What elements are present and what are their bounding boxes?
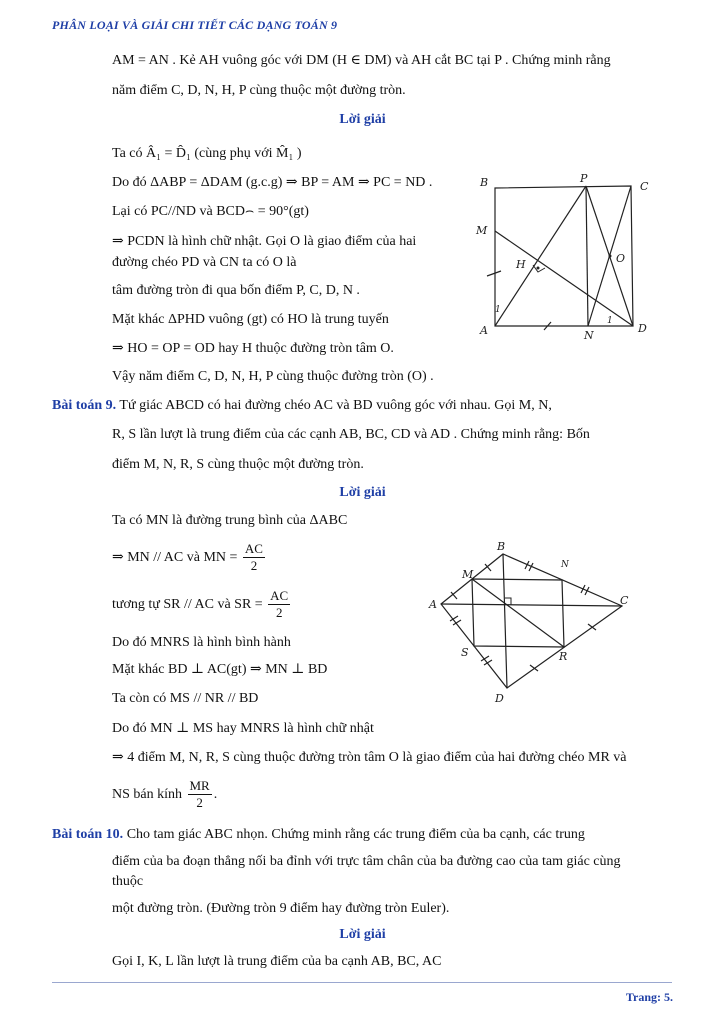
label-d: D: [638, 322, 647, 335]
solution9-line2: [112, 540, 267, 576]
problem10-line4: một đường tròn. (Đường tròn 9 điểm hay đường tròn Euler).: [112, 901, 450, 916]
segment-pn: [586, 186, 588, 326]
page-header-title: PHÂN LOẠI VÀ GIẢI CHI TIẾT CÁC DẠNG TOÁN 9: [52, 18, 338, 32]
solution8-line6: tâm đường tròn đi qua bốn điểm P, C, D, N .: [112, 283, 360, 298]
square-outline: [495, 186, 633, 326]
solution-heading-8: Lời giải: [339, 112, 386, 127]
fraction-mr-over-2: [188, 778, 212, 811]
solution8-line2: Do đó ΔABP = ΔDAM (g.c.g) ⇒ BP = AM ⇒ PC = ND .: [112, 175, 433, 190]
label-b: B: [497, 540, 506, 553]
solution9-line1: Ta có MN là đường trung bình của ΔABC: [112, 513, 348, 528]
point-h: [537, 267, 540, 270]
problem10-line2: điểm của ba đoạn thẳng nối ba đỉnh với trực tâm chân của ba đường cao của tam giác cùng: [112, 854, 621, 869]
fraction-ac-over-2: [243, 541, 265, 574]
problem9-line1: [52, 397, 552, 415]
label-m: M: [462, 568, 474, 581]
label-n: N: [561, 560, 569, 570]
solution9-line3-text: tương tự SR // AC và SR =: [112, 597, 263, 612]
problem10-text: Cho tam giác ABC nhọn. Chứng minh rằng các trung điểm của ba cạnh, các trung: [123, 827, 585, 842]
fraction-denominator: 2: [250, 558, 258, 574]
solution8-line9: Vậy năm điểm C, D, N, H, P cùng thuộc đường tròn (O) .: [112, 369, 434, 384]
label-angle-d1: 1: [607, 316, 613, 326]
label-c: C: [640, 180, 649, 193]
solution10-line1: Gọi I, K, L lần lượt là trung điểm của ba cạnh AB, BC, AC: [112, 954, 442, 969]
solution9-line3: [112, 587, 292, 623]
label-angle-a1: 1: [495, 305, 501, 315]
fraction-denominator: 2: [196, 795, 203, 811]
solution9-line8: ⇒ 4 điểm M, N, R, S cùng thuộc đường tròn tâm O là giao điểm của hai đường chéo MR và: [112, 750, 627, 765]
label-r: R: [559, 650, 568, 663]
label-p: P: [580, 172, 588, 185]
label-n: N: [584, 329, 594, 342]
fraction-numerator: AC: [270, 588, 289, 604]
solution-heading-9: Lời giải: [339, 485, 386, 500]
point-o: [609, 255, 612, 258]
page-number: Trang: 5.: [625, 990, 673, 1004]
problem9-title: Bài toán 9.: [52, 398, 117, 413]
problem9-line2: R, S lần lượt là trung điểm của các cạnh AB, BC, CD và AD . Chứng minh rằng: Bốn: [112, 427, 590, 442]
problem10-title: Bài toán 10.: [52, 827, 124, 842]
segment-ap: [495, 186, 586, 326]
problem8-line1: AM = AN . Kẻ AH vuông góc với DM (H ∈ DM) và AH cắt BC tại P . Chứng minh rằng: [112, 53, 611, 68]
solution8-line5: đường chéo PD và CN ta có O là: [112, 255, 297, 270]
problem9-line3: điểm M, N, R, S cùng thuộc một đường tròn.: [112, 457, 364, 472]
solution8-line7: Mặt khác ΔPHD vuông (gt) có HO là trung tuyến: [112, 312, 389, 327]
solution8-line3: Lại có PC//ND và BCD⌢ = 90°(gt): [112, 204, 309, 219]
footer-divider: [52, 982, 672, 983]
label-m: M: [476, 224, 488, 237]
solution9-line9-text: NS bán kính: [112, 787, 182, 802]
diagonal-bd: [503, 554, 507, 688]
label-o: O: [616, 252, 626, 265]
solution9-line9-end: .: [213, 787, 218, 802]
fraction-numerator: MR: [189, 778, 210, 794]
fraction-denominator: 2: [275, 605, 283, 621]
solution9-line6: Ta còn có MS // NR // BD: [112, 691, 259, 706]
solution-heading-10: Lời giải: [339, 927, 386, 942]
label-h: H: [516, 258, 526, 271]
solution9-line4: Do đó MNRS là hình bình hành: [112, 635, 291, 650]
problem8-line2: năm điểm C, D, N, H, P cùng thuộc một đường tròn.: [112, 83, 406, 98]
label-s: S: [461, 646, 469, 659]
label-a: A: [429, 598, 437, 611]
figure-quadrilateral-abcd: [425, 536, 635, 708]
fraction-numerator: AC: [244, 541, 263, 557]
solution9-line5: Mặt khác BD ⊥ AC(gt) ⇒ MN ⊥ BD: [112, 662, 328, 677]
figure-square-abcd: [470, 168, 660, 348]
solution8-line1: Ta có Â₁ = D̂₁ (cùng phụ với M̂₁ ): [112, 146, 302, 161]
diagonal-ac: [441, 604, 622, 606]
solution9-line7: Do đó MN ⊥ MS hay MNRS là hình chữ nhật: [112, 721, 374, 736]
solution8-line8: ⇒ HO = OP = OD hay H thuộc đường tròn tâm O.: [112, 341, 394, 356]
solution9-line2-text: ⇒ MN // AC và MN =: [112, 550, 238, 565]
label-d: D: [495, 692, 504, 705]
label-a: A: [480, 324, 488, 337]
problem9-text: Tứ giác ABCD có hai đường chéo AC và BD vuông góc với nhau. Gọi M, N,: [116, 398, 552, 413]
diagonal-mr: [472, 579, 564, 647]
solution9-line9: [112, 777, 217, 813]
label-c: C: [620, 594, 629, 607]
problem10-line3: thuộc: [112, 874, 144, 889]
tick-am: [487, 271, 501, 276]
label-b: B: [480, 176, 489, 189]
problem10-line1: [52, 826, 585, 844]
fraction-ac-over-2-b: [268, 588, 290, 621]
solution8-line4: ⇒ PCDN là hình chữ nhật. Gọi O là giao điểm của hai: [112, 234, 417, 249]
